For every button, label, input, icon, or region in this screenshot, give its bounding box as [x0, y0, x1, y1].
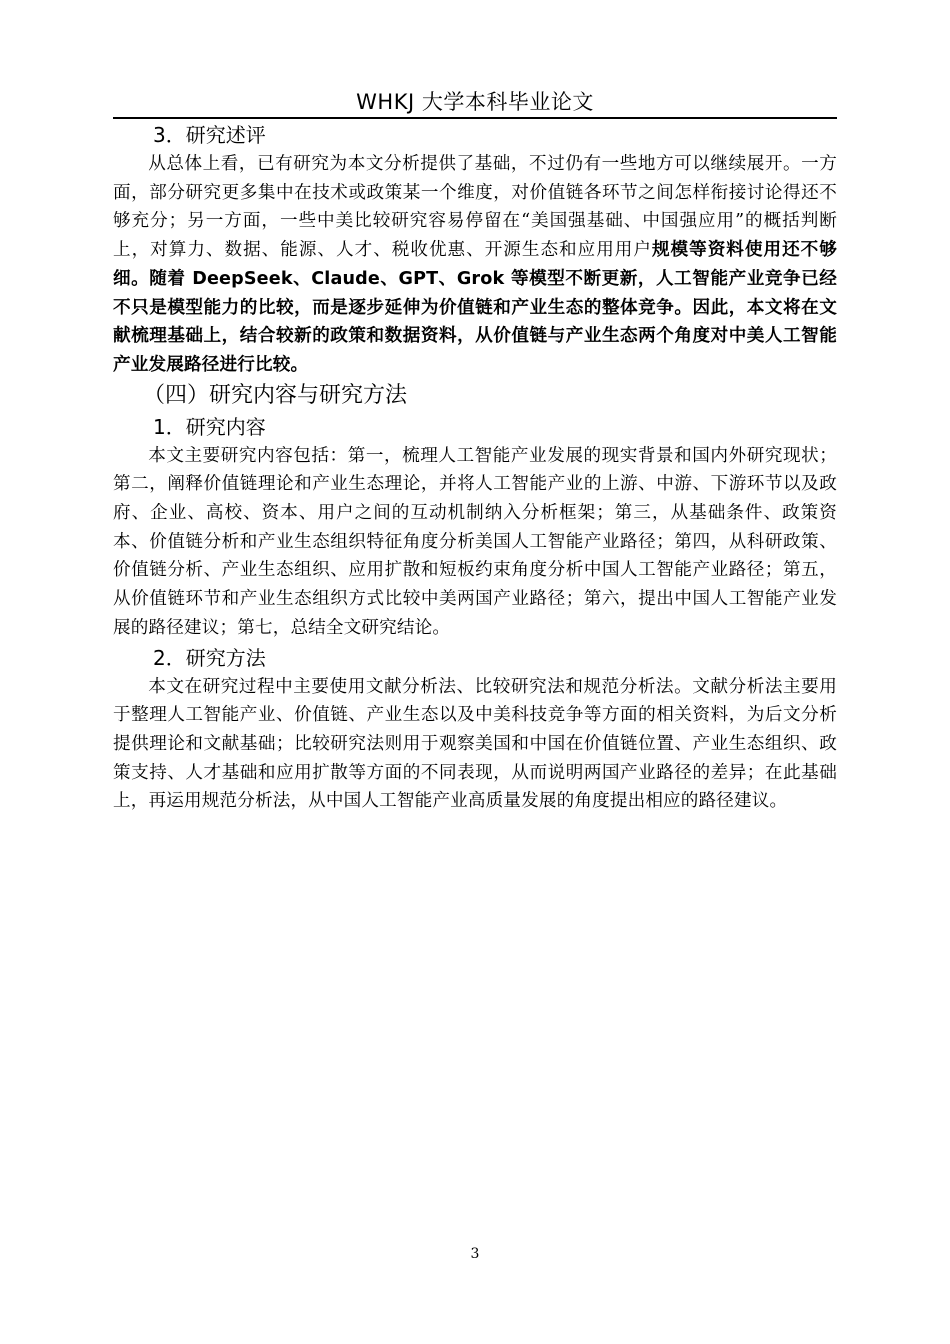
paragraph-research-method: 本文在研究过程中主要使用文献分析法、比较研究法和规范分析法。文献分析法主要用于整理人工智能产业、价值链、产业生态以及中美科技竞争等方面的相关资料，为后文分析提供理论和文献基础；比较研究法则用于观察美国和中国在价值链位置、产业生态组织、政策支持、人才基础和应用扩散等方面的不同表现，从而说明两国产业路径的差异；在此基础上，再运用规范分析法，从中国人工智能产业高质量发展的角度提出相应的路径建议。 [113, 676, 837, 812]
header-rule [113, 117, 837, 119]
page-header-title: WHKJ 大学本科毕业论文 [356, 90, 594, 114]
paragraph-review-regular-text: 从总体上看，已有研究为本文分析提供了基础，不过仍有一些地方可以继续展开。一方面，部分研究更多集中在技术或政策某一个维度，对价值链各环节之间怎样衔接讨论得还不够充分；另一方面，一些中美比较研究容易停留在“美国强基础、中国强应用”的概括判断上，对算力、数据、能源、人才、税收优惠、开源生态和应用用户 [113, 154, 837, 261]
section-heading-part-four: （四）研究内容与研究方法 [143, 382, 408, 408]
section-heading-research-review: 3．研究述评 [153, 123, 266, 147]
section-heading-research-method: 2．研究方法 [153, 645, 266, 670]
page-body [113, 120, 837, 816]
section-heading-research-content: 1．研究内容 [153, 414, 266, 439]
paragraph-research-review [113, 150, 837, 380]
paragraph-research-content: 本文主要研究内容包括：第一，梳理人工智能产业发展的现实背景和国内外研究现状；第二，阐释价值链理论和产业生态理论，并将人工智能产业的上游、中游、下游环节以及政府、企业、高校、资本、用户之间的互动机制纳入分析框架；第三，从基础条件、政策资本、价值链分析和产业生态组织特征角度分析美国人工智能产业路径；第四，从科研政策、价值链分析、产业生态组织、应用扩散和短板约束角度分析中国人工智能产业路径；第五，从价值链环节和产业生态组织方式比较中美两国产业路径；第六，提出中国人工智能产业发展的路径建议；第七，总结全文研究结论。 [113, 445, 837, 638]
paragraph-review-bold-text: 规模等资料使用还不够细。随着 DeepSeek、Claude、GPT、Grok 等模型不断更新，人工智能产业竞争已经不只是模型能力的比较，而是逐步延伸为价值链和产业生态的整体竞争。因此，本文将在文献梳理基础上，结合较新的政策和数据资料，从价值链与产业生态两个角度对中美人工智能产业发展路径进行比较。 [113, 240, 837, 375]
page-number: 3 [470, 1246, 480, 1262]
